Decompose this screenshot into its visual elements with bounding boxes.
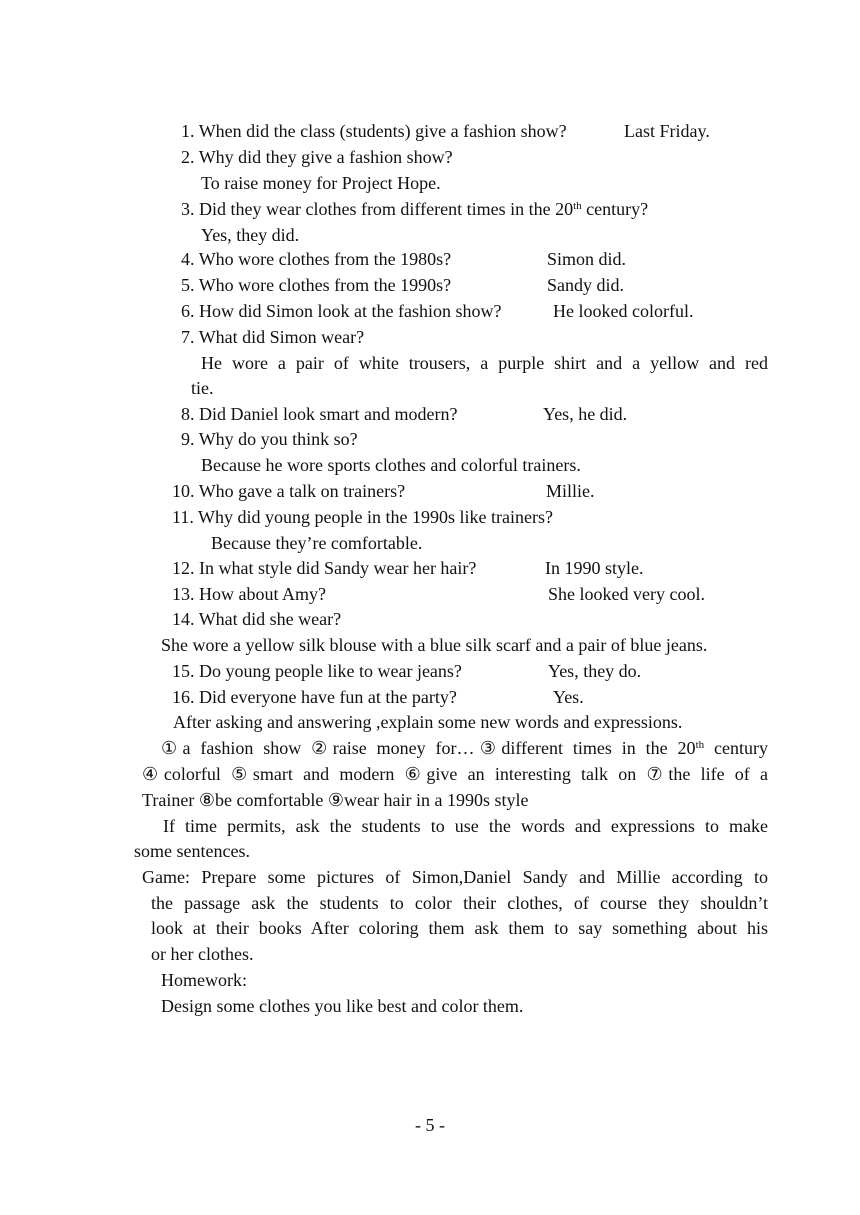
question-11-text: Why did young people in the 1990s like trainers? (198, 507, 553, 527)
answer-1: Last Friday. (624, 121, 710, 141)
expressions-line-3: Trainer ⑧be comfortable ⑨wear hair in a 1990s style (142, 790, 529, 810)
question-9-text: Why do you think so? (198, 429, 358, 449)
question-16-text: Did everyone have fun at the party? (199, 687, 457, 707)
answer-2: To raise money for Project Hope. (201, 173, 441, 193)
question-8-text: Did Daniel look smart and modern? (199, 404, 458, 424)
question-15: 15. Do young people like to wear jeans? (172, 661, 462, 681)
question-14: 14. What did she wear? (172, 609, 342, 629)
answer-3: Yes, they did. (201, 225, 300, 245)
answer-12: In 1990 style. (545, 558, 644, 578)
game-line-2: the passage ask the students to color their clothes, of course they shouldn’t (151, 893, 768, 913)
question-4-text: Who wore clothes from the 1980s? (198, 249, 452, 269)
question-12-text: In what style did Sandy wear her hair? (199, 558, 477, 578)
question-1-text: When did the class (students) give a fashion show? (198, 121, 567, 141)
question-12: 12. In what style did Sandy wear her hair? (172, 558, 477, 578)
question-7-text: What did Simon wear? (198, 327, 365, 347)
if-time-line-1: If time permits, ask the students to use the words and expressions to make (163, 816, 768, 836)
question-3: 3. Did they wear clothes from different times in the 20th century? (181, 199, 649, 219)
answer-16: Yes. (553, 687, 584, 707)
answer-9: Because he wore sports clothes and colorful trainers. (201, 455, 581, 475)
question-11: 11. Why did young people in the 1990s like trainers? (172, 507, 553, 527)
question-13: 13. How about Amy? (172, 584, 326, 604)
answer-5: Sandy did. (547, 275, 625, 295)
page-number: - 5 - (415, 1115, 445, 1135)
question-9: 9. Why do you think so? (181, 429, 358, 449)
answer-7-line-2: tie. (191, 378, 214, 398)
expressions-line-1: ①a fashion show ②raise money for…③different times in the 20th century (161, 738, 768, 758)
question-3-text: Did they wear clothes from different times in the 20th century? (199, 199, 649, 219)
question-5: 5. Who wore clothes from the 1990s? (181, 275, 452, 295)
expressions-line-2: ④colorful ⑤smart and modern ⑥give an interesting talk on ⑦the life of a (142, 764, 768, 784)
answer-15: Yes, they do. (548, 661, 642, 681)
question-6: 6. How did Simon look at the fashion show? (181, 301, 502, 321)
game-line-1: Game: Prepare some pictures of Simon,Daniel Sandy and Millie according to (142, 867, 768, 887)
answer-14: She wore a yellow silk blouse with a blue silk scarf and a pair of blue jeans. (161, 635, 708, 655)
question-10-text: Who gave a talk on trainers? (198, 481, 406, 501)
answer-10: Millie. (546, 481, 595, 501)
homework-text: Design some clothes you like best and color them. (161, 996, 524, 1016)
question-4: 4. Who wore clothes from the 1980s? (181, 249, 452, 269)
answer-13: She looked very cool. (548, 584, 705, 604)
question-2-text: Why did they give a fashion show? (198, 147, 453, 167)
question-15-text: Do young people like to wear jeans? (199, 661, 462, 681)
game-line-4: or her clothes. (151, 944, 254, 964)
answer-8: Yes, he did. (543, 404, 628, 424)
question-14-text: What did she wear? (198, 609, 342, 629)
answer-7-line-1: He wore a pair of white trousers, a purple shirt and a yellow and red (201, 353, 768, 373)
question-16: 16. Did everyone have fun at the party? (172, 687, 457, 707)
explain-intro: After asking and answering ,explain some new words and expressions. (173, 712, 683, 732)
answer-11: Because they’re comfortable. (211, 533, 423, 553)
question-2: 2. Why did they give a fashion show? (181, 147, 453, 167)
question-5-text: Who wore clothes from the 1990s? (198, 275, 452, 295)
question-1: 1. When did the class (students) give a fashion show? (181, 121, 567, 141)
question-6-text: How did Simon look at the fashion show? (199, 301, 502, 321)
answer-6: He looked colorful. (553, 301, 694, 321)
question-10: 10. Who gave a talk on trainers? (172, 481, 406, 501)
answer-4: Simon did. (547, 249, 627, 269)
question-13-text: How about Amy? (199, 584, 326, 604)
question-7: 7. What did Simon wear? (181, 327, 365, 347)
homework-label: Homework: (161, 970, 247, 990)
question-8: 8. Did Daniel look smart and modern? (181, 404, 458, 424)
if-time-line-2: some sentences. (134, 841, 250, 861)
game-line-3: look at their books After coloring them ask them to say something about his (151, 918, 768, 938)
